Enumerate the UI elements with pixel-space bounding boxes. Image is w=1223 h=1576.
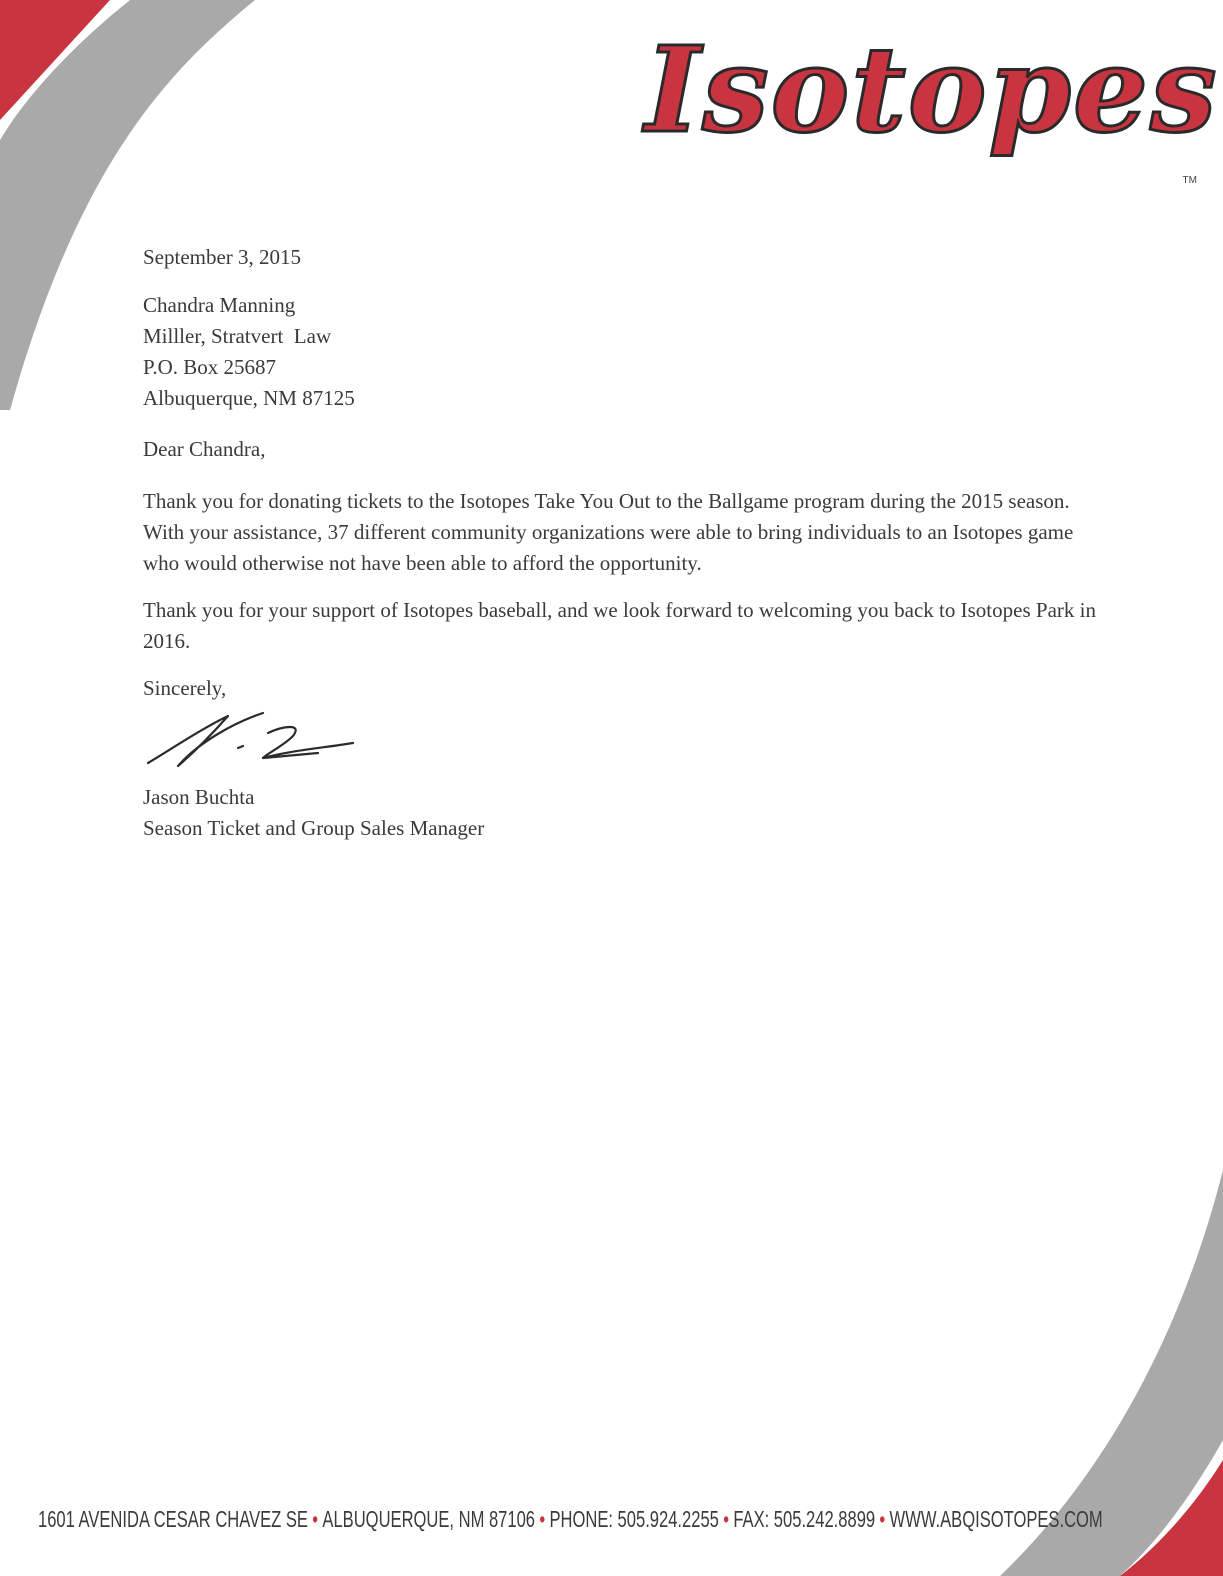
recipient-company: Milller, Stratvert Law — [143, 324, 332, 348]
isotopes-logo — [645, 15, 1219, 190]
trademark-symbol: TM — [1182, 175, 1197, 186]
body-paragraph: Thank you for your support of Isotopes baseball, and we look forward to welcoming you back to Isotopes Park in 2016. — [143, 598, 1096, 653]
footer-separator: • — [312, 1506, 319, 1532]
footer-website: WWW.ABQISOTOPES.COM — [889, 1506, 1103, 1532]
footer-phone: PHONE: 505.924.2255 — [549, 1506, 719, 1532]
recipient-name: Chandra Manning — [143, 293, 296, 317]
footer-address: 1601 AVENIDA CESAR CHAVEZ SE — [38, 1506, 308, 1532]
closing: Sincerely, — [143, 676, 227, 700]
footer-separator: • — [539, 1506, 546, 1532]
signer-name: Jason Buchta — [143, 785, 255, 809]
salutation: Dear Chandra, — [143, 437, 266, 461]
footer-fax: FAX: 505.242.8899 — [733, 1506, 876, 1532]
footer-separator: • — [879, 1506, 886, 1532]
signature — [143, 708, 373, 778]
recipient-po-box: P.O. Box 25687 — [143, 355, 277, 379]
letter-body — [143, 242, 1103, 844]
body-paragraph: Thank you for donating tickets to the Isotopes Take You Out to the Ballgame program during the 2015 season. With your assistance, 37 different community organizations were able to bring individuals to an Isotopes game who would otherwise not have been able to afford the opportunity. — [143, 489, 1074, 575]
recipient-address — [143, 290, 1103, 414]
logo-wordmark: Isotopes — [645, 20, 1219, 159]
recipient-city: Albuquerque, NM 87125 — [143, 386, 355, 410]
footer-separator: • — [723, 1506, 729, 1532]
footer-city: ALBUQUERQUE, NM 87106 — [322, 1506, 536, 1532]
signer-title: Season Ticket and Group Sales Manager — [143, 816, 485, 840]
letterhead-footer — [38, 1506, 1103, 1533]
letter-date: September 3, 2015 — [143, 245, 302, 269]
